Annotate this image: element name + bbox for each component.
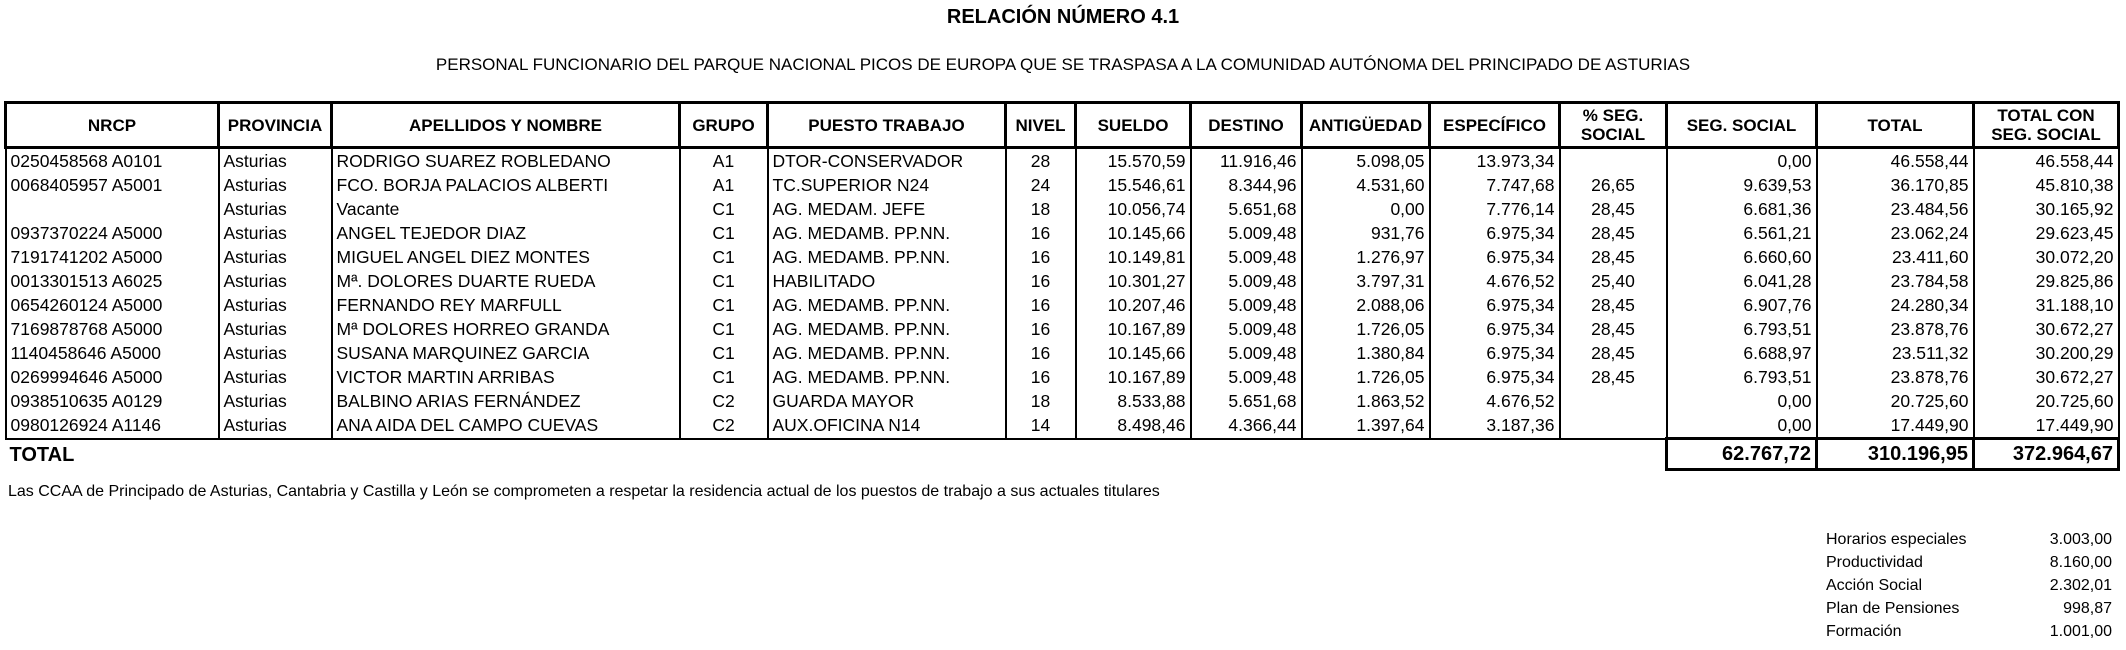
cell-pct-seg-social — [1560, 389, 1667, 413]
cell-especifico: 4.676,52 — [1430, 269, 1560, 293]
cell-antiguedad: 0,00 — [1302, 197, 1430, 221]
cell-sueldo: 10.145,66 — [1076, 221, 1191, 245]
cell-especifico: 6.975,34 — [1430, 221, 1560, 245]
cell-seg-social: 6.660,60 — [1667, 245, 1817, 269]
cell-total: 23.484,56 — [1817, 197, 1974, 221]
cell-pct-seg-social: 28,45 — [1560, 293, 1667, 317]
cell-destino: 5.009,48 — [1191, 317, 1302, 341]
cell-grupo: C2 — [680, 389, 768, 413]
cell-seg-social: 6.793,51 — [1667, 365, 1817, 389]
cell-puesto-trabajo: AG. MEDAMB. PP.NN. — [768, 221, 1006, 245]
extras-label: Plan de Pensiones — [1826, 600, 1960, 617]
header-nivel: NIVEL — [1006, 103, 1076, 148]
cell-sueldo: 8.498,46 — [1076, 413, 1191, 439]
extras-row — [1826, 597, 2112, 620]
cell-grupo: C1 — [680, 365, 768, 389]
total-label: TOTAL — [9, 443, 75, 466]
cell-nivel: 16 — [1006, 341, 1076, 365]
cell-puesto-trabajo: DTOR-CONSERVADOR — [768, 148, 1006, 174]
cell-provincia: Asturias — [219, 221, 332, 245]
personnel-table — [4, 101, 2120, 471]
header-especifico: ESPECÍFICO — [1430, 103, 1560, 148]
cell-especifico: 6.975,34 — [1430, 341, 1560, 365]
cell-apellidos-nombre: Mª DOLORES HORREO GRANDA — [332, 317, 680, 341]
cell-especifico: 7.747,68 — [1430, 173, 1560, 197]
cell-nivel: 16 — [1006, 317, 1076, 341]
cell-pct-seg-social: 28,45 — [1560, 341, 1667, 365]
cell-nrcp: 0250458568 A0101 — [6, 148, 219, 174]
document-title: RELACIÓN NÚMERO 4.1 — [946, 6, 1180, 28]
header-pct-seg-social: % SEG. SOCIAL — [1560, 103, 1667, 148]
cell-nrcp: 0068405957 A5001 — [6, 173, 219, 197]
extras-value: 2.302,01 — [2049, 577, 2112, 594]
cell-provincia: Asturias — [219, 365, 332, 389]
cell-puesto-trabajo: GUARDA MAYOR — [768, 389, 1006, 413]
cell-nivel: 16 — [1006, 293, 1076, 317]
cell-total: 23.411,60 — [1817, 245, 1974, 269]
cell-pct-seg-social: 28,45 — [1560, 317, 1667, 341]
cell-puesto-trabajo: HABILITADO — [768, 269, 1006, 293]
cell-pct-seg-social: 28,45 — [1560, 197, 1667, 221]
table-row — [6, 341, 2119, 365]
cell-antiguedad: 931,76 — [1302, 221, 1430, 245]
cell-nivel: 14 — [1006, 413, 1076, 439]
cell-pct-seg-social: 26,65 — [1560, 173, 1667, 197]
cell-puesto-trabajo: AG. MEDAMB. PP.NN. — [768, 365, 1006, 389]
table-row — [6, 148, 2119, 174]
cell-antiguedad: 4.531,60 — [1302, 173, 1430, 197]
cell-grupo: C1 — [680, 341, 768, 365]
cell-nrcp: 0980126924 A1146 — [6, 413, 219, 439]
cell-especifico: 6.975,34 — [1430, 245, 1560, 269]
cell-seg-social: 6.688,97 — [1667, 341, 1817, 365]
cell-seg-social: 9.639,53 — [1667, 173, 1817, 197]
cell-apellidos-nombre: SUSANA MARQUINEZ GARCIA — [332, 341, 680, 365]
extras-value: 998,87 — [2063, 600, 2112, 617]
table-body — [6, 148, 2119, 439]
cell-destino: 5.009,48 — [1191, 293, 1302, 317]
cell-total: 23.878,76 — [1817, 317, 1974, 341]
cell-antiguedad: 1.397,64 — [1302, 413, 1430, 439]
cell-grupo: C1 — [680, 317, 768, 341]
cell-nrcp: 0937370224 A5000 — [6, 221, 219, 245]
cell-seg-social: 0,00 — [1667, 413, 1817, 439]
cell-pct-seg-social: 28,45 — [1560, 365, 1667, 389]
header-puesto-trabajo: PUESTO TRABAJO — [768, 103, 1006, 148]
cell-sueldo: 10.167,89 — [1076, 365, 1191, 389]
total-row — [6, 439, 2119, 470]
cell-grupo: A1 — [680, 148, 768, 174]
cell-total-con-seg-social: 45.810,38 — [1974, 173, 2119, 197]
cell-seg-social: 0,00 — [1667, 389, 1817, 413]
cell-apellidos-nombre: ANGEL TEJEDOR DIAZ — [332, 221, 680, 245]
cell-provincia: Asturias — [219, 341, 332, 365]
cell-destino: 5.009,48 — [1191, 221, 1302, 245]
cell-antiguedad: 5.098,05 — [1302, 148, 1430, 174]
cell-destino: 4.366,44 — [1191, 413, 1302, 439]
table-row — [6, 269, 2119, 293]
extras-label: Horarios especiales — [1826, 531, 1967, 548]
cell-especifico: 4.676,52 — [1430, 389, 1560, 413]
header-seg-social: SEG. SOCIAL — [1667, 103, 1817, 148]
cell-provincia: Asturias — [219, 293, 332, 317]
cell-sueldo: 10.145,66 — [1076, 341, 1191, 365]
table-row — [6, 221, 2119, 245]
table-row — [6, 365, 2119, 389]
cell-nivel: 16 — [1006, 245, 1076, 269]
cell-apellidos-nombre: FERNANDO REY MARFULL — [332, 293, 680, 317]
cell-nivel: 18 — [1006, 197, 1076, 221]
extras-row — [1826, 551, 2112, 574]
cell-sueldo: 10.301,27 — [1076, 269, 1191, 293]
cell-sueldo: 10.167,89 — [1076, 317, 1191, 341]
cell-total: 36.170,85 — [1817, 173, 1974, 197]
cell-pct-seg-social: 28,45 — [1560, 245, 1667, 269]
cell-apellidos-nombre: Vacante — [332, 197, 680, 221]
cell-total-con-seg-social: 30.672,27 — [1974, 365, 2119, 389]
cell-grupo: C1 — [680, 293, 768, 317]
header-total-con-seg-social: TOTAL CON SEG. SOCIAL — [1974, 103, 2119, 148]
extras-row — [1826, 574, 2112, 597]
cell-pct-seg-social — [1560, 413, 1667, 439]
cell-seg-social: 6.907,76 — [1667, 293, 1817, 317]
cell-seg-social: 6.561,21 — [1667, 221, 1817, 245]
cell-total: 17.449,90 — [1817, 413, 1974, 439]
cell-total: 20.725,60 — [1817, 389, 1974, 413]
total-con-seg-social: 372.964,67 — [1974, 439, 2119, 470]
cell-apellidos-nombre: RODRIGO SUAREZ ROBLEDANO — [332, 148, 680, 174]
cell-antiguedad: 1.863,52 — [1302, 389, 1430, 413]
cell-nivel: 16 — [1006, 365, 1076, 389]
cell-nrcp: 1140458646 A5000 — [6, 341, 219, 365]
table-row — [6, 245, 2119, 269]
extras-value: 3.003,00 — [2049, 531, 2112, 548]
cell-nivel: 18 — [1006, 389, 1076, 413]
cell-sueldo: 8.533,88 — [1076, 389, 1191, 413]
cell-provincia: Asturias — [219, 148, 332, 174]
cell-sueldo: 10.207,46 — [1076, 293, 1191, 317]
cell-puesto-trabajo: AG. MEDAMB. PP.NN. — [768, 317, 1006, 341]
cell-apellidos-nombre: ANA AIDA DEL CAMPO CUEVAS — [332, 413, 680, 439]
cell-sueldo: 15.570,59 — [1076, 148, 1191, 174]
cell-provincia: Asturias — [219, 389, 332, 413]
cell-destino: 5.651,68 — [1191, 389, 1302, 413]
cell-seg-social: 0,00 — [1667, 148, 1817, 174]
cell-pct-seg-social: 28,45 — [1560, 221, 1667, 245]
cell-total: 23.062,24 — [1817, 221, 1974, 245]
cell-total-con-seg-social: 20.725,60 — [1974, 389, 2119, 413]
cell-apellidos-nombre: VICTOR MARTIN ARRIBAS — [332, 365, 680, 389]
cell-nrcp: 0269994646 A5000 — [6, 365, 219, 389]
cell-nrcp: 7169878768 A5000 — [6, 317, 219, 341]
cell-provincia: Asturias — [219, 317, 332, 341]
cell-especifico: 6.975,34 — [1430, 293, 1560, 317]
header-antiguedad: ANTIGÜEDAD — [1302, 103, 1430, 148]
cell-nivel: 16 — [1006, 269, 1076, 293]
footnote: Las CCAA de Principado de Asturias, Cantabria y Castilla y León se comprometen a respetar la residencia actual de los puestos de trabajo a sus actuales titulares — [8, 483, 1160, 500]
cell-antiguedad: 1.276,97 — [1302, 245, 1430, 269]
cell-provincia: Asturias — [219, 245, 332, 269]
cell-sueldo: 10.056,74 — [1076, 197, 1191, 221]
header-provincia: PROVINCIA — [219, 103, 332, 148]
cell-provincia: Asturias — [219, 173, 332, 197]
extras-table — [1826, 528, 2112, 643]
cell-destino: 5.651,68 — [1191, 197, 1302, 221]
cell-nrcp: 7191741202 A5000 — [6, 245, 219, 269]
cell-destino: 5.009,48 — [1191, 365, 1302, 389]
header-nrcp: NRCP — [6, 103, 219, 148]
cell-puesto-trabajo: AUX.OFICINA N14 — [768, 413, 1006, 439]
cell-apellidos-nombre: FCO. BORJA PALACIOS ALBERTI — [332, 173, 680, 197]
cell-seg-social: 6.041,28 — [1667, 269, 1817, 293]
cell-pct-seg-social — [1560, 148, 1667, 174]
cell-especifico: 6.975,34 — [1430, 365, 1560, 389]
cell-grupo: C1 — [680, 245, 768, 269]
total-total: 310.196,95 — [1817, 439, 1974, 470]
cell-grupo: C1 — [680, 221, 768, 245]
table-header-row — [6, 103, 2119, 148]
table-row — [6, 317, 2119, 341]
cell-puesto-trabajo: TC.SUPERIOR N24 — [768, 173, 1006, 197]
cell-total: 23.511,32 — [1817, 341, 1974, 365]
cell-puesto-trabajo: AG. MEDAMB. PP.NN. — [768, 341, 1006, 365]
extras-row — [1826, 620, 2112, 643]
cell-seg-social: 6.681,36 — [1667, 197, 1817, 221]
extras-label: Productividad — [1826, 554, 1923, 571]
cell-antiguedad: 2.088,06 — [1302, 293, 1430, 317]
cell-especifico: 3.187,36 — [1430, 413, 1560, 439]
cell-total: 46.558,44 — [1817, 148, 1974, 174]
cell-destino: 5.009,48 — [1191, 269, 1302, 293]
table-row — [6, 173, 2119, 197]
cell-destino: 5.009,48 — [1191, 245, 1302, 269]
header-apellidos-nombre: APELLIDOS Y NOMBRE — [332, 103, 680, 148]
cell-nrcp: 0013301513 A6025 — [6, 269, 219, 293]
cell-grupo: C1 — [680, 197, 768, 221]
cell-especifico: 6.975,34 — [1430, 317, 1560, 341]
cell-sueldo: 15.546,61 — [1076, 173, 1191, 197]
cell-total-con-seg-social: 17.449,90 — [1974, 413, 2119, 439]
cell-destino: 5.009,48 — [1191, 341, 1302, 365]
cell-especifico: 7.776,14 — [1430, 197, 1560, 221]
cell-antiguedad: 1.726,05 — [1302, 365, 1430, 389]
cell-total: 24.280,34 — [1817, 293, 1974, 317]
cell-destino: 8.344,96 — [1191, 173, 1302, 197]
cell-grupo: A1 — [680, 173, 768, 197]
table-row — [6, 293, 2119, 317]
cell-grupo: C2 — [680, 413, 768, 439]
cell-nrcp: 0938510635 A0129 — [6, 389, 219, 413]
cell-sueldo: 10.149,81 — [1076, 245, 1191, 269]
table-row — [6, 413, 2119, 439]
cell-apellidos-nombre: BALBINO ARIAS FERNÁNDEZ — [332, 389, 680, 413]
total-seg-social: 62.767,72 — [1667, 439, 1817, 470]
cell-antiguedad: 1.726,05 — [1302, 317, 1430, 341]
cell-grupo: C1 — [680, 269, 768, 293]
cell-nivel: 24 — [1006, 173, 1076, 197]
cell-total-con-seg-social: 31.188,10 — [1974, 293, 2119, 317]
cell-nrcp — [6, 197, 219, 221]
cell-apellidos-nombre: Mª. DOLORES DUARTE RUEDA — [332, 269, 680, 293]
cell-provincia: Asturias — [219, 269, 332, 293]
cell-total-con-seg-social: 30.072,20 — [1974, 245, 2119, 269]
cell-nivel: 28 — [1006, 148, 1076, 174]
extras-label: Acción Social — [1826, 577, 1923, 594]
cell-pct-seg-social: 25,40 — [1560, 269, 1667, 293]
cell-total-con-seg-social: 30.165,92 — [1974, 197, 2119, 221]
cell-total: 23.784,58 — [1817, 269, 1974, 293]
cell-puesto-trabajo: AG. MEDAMB. PP.NN. — [768, 245, 1006, 269]
extras-label: Formación — [1826, 623, 1902, 640]
document-subtitle: PERSONAL FUNCIONARIO DEL PARQUE NACIONAL PICOS DE EUROPA QUE SE TRASPASA A LA COMUNIDAD AUTÓNOMA DEL PRINCIPADO DE ASTURIAS — [435, 55, 1691, 74]
cell-total-con-seg-social: 29.825,86 — [1974, 269, 2119, 293]
header-destino: DESTINO — [1191, 103, 1302, 148]
table-row — [6, 389, 2119, 413]
extras-row — [1826, 528, 2112, 551]
cell-total-con-seg-social: 29.623,45 — [1974, 221, 2119, 245]
cell-total-con-seg-social: 30.200,29 — [1974, 341, 2119, 365]
header-sueldo: SUELDO — [1076, 103, 1191, 148]
cell-total: 23.878,76 — [1817, 365, 1974, 389]
header-total: TOTAL — [1817, 103, 1974, 148]
header-grupo: GRUPO — [680, 103, 768, 148]
cell-antiguedad: 3.797,31 — [1302, 269, 1430, 293]
cell-antiguedad: 1.380,84 — [1302, 341, 1430, 365]
cell-puesto-trabajo: AG. MEDAMB. PP.NN. — [768, 293, 1006, 317]
extras-value: 8.160,00 — [2049, 554, 2112, 571]
cell-destino: 11.916,46 — [1191, 148, 1302, 174]
cell-seg-social: 6.793,51 — [1667, 317, 1817, 341]
cell-provincia: Asturias — [219, 197, 332, 221]
cell-total-con-seg-social: 30.672,27 — [1974, 317, 2119, 341]
cell-nrcp: 0654260124 A5000 — [6, 293, 219, 317]
table-row — [6, 197, 2119, 221]
cell-puesto-trabajo: AG. MEDAM. JEFE — [768, 197, 1006, 221]
cell-apellidos-nombre: MIGUEL ANGEL DIEZ MONTES — [332, 245, 680, 269]
cell-nivel: 16 — [1006, 221, 1076, 245]
extras-value: 1.001,00 — [2049, 623, 2112, 640]
cell-provincia: Asturias — [219, 413, 332, 439]
cell-especifico: 13.973,34 — [1430, 148, 1560, 174]
cell-total-con-seg-social: 46.558,44 — [1974, 148, 2119, 174]
